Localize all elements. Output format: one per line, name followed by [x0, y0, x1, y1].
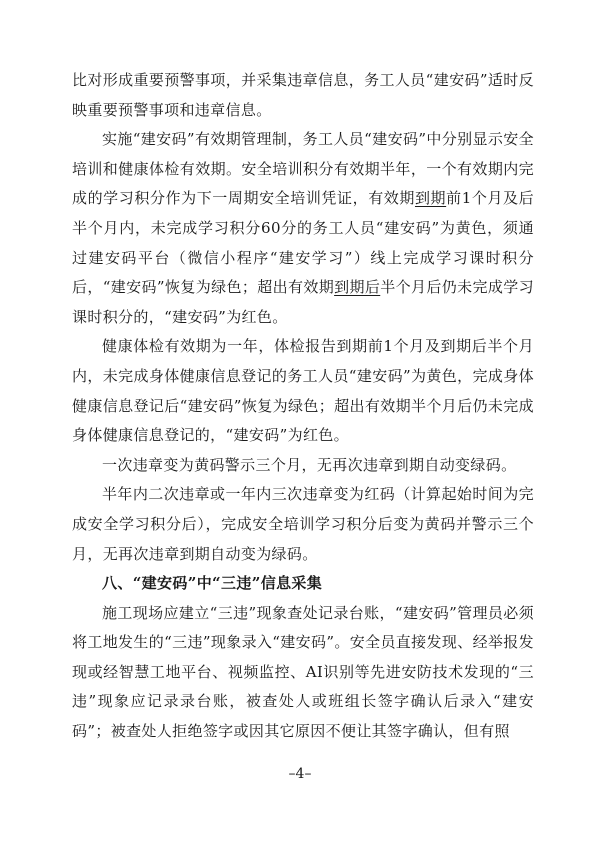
document-body: [72, 66, 534, 747]
paragraph-repeat-violation: [72, 480, 534, 569]
underlined-text: 到期后: [334, 278, 381, 297]
heading-text: 八、“建安码”中“三违”信息采集: [102, 574, 323, 593]
paragraph-three-violations: [72, 599, 534, 747]
underlined-text: 到期: [414, 189, 447, 208]
paragraph-continuation: [72, 66, 534, 125]
paragraph-text: 实施“建安码”有效期管理制，务工人员“建安码”中分别显示安全培训和健康体检有效期。安全培训积分有效期半年，一个有效期内完成的学习积分作为下一周期安全培训凭证，有效期: [72, 130, 534, 208]
section-heading: [72, 569, 534, 599]
paragraph-single-violation: [72, 451, 534, 481]
page-number: –4–: [288, 766, 312, 782]
paragraph-text: 比对形成重要预警事项，并采集违章信息，务工人员“建安码”适时反映重要预警事项和违章信息。: [72, 71, 534, 119]
paragraph-validity-management: [72, 125, 534, 332]
paragraph-text: 施工现场应建立“三违”现象查处记录台账，“建安码”管理员必须将工地发生的“三违”现象录入“建安码”。安全员直接发现、经举报发现或经智慧工地平台、视频监控、AI识别等先进安防技术发现的“三违”现象应记录录台账，被查处人或班组长签字确认后录入“建安码”；被查处人拒绝签字或因其它原因不便让其签字确认，但有照: [72, 603, 534, 741]
paragraph-text: 健康体检有效期为一年，体检报告到期前1个月及到期后半个月内，未完成身体健康信息登记的务工人员“建安码”为黄色，完成身体健康信息登记后“建安码”恢复为绿色；超出有效期半个月后仍未完成身体健康信息登记的，“建安码”为红色。: [72, 337, 534, 445]
paragraph-health-check: [72, 332, 534, 450]
paragraph-text: 一次违章变为黄码警示三个月，无再次违章到期自动变绿码。: [102, 455, 517, 474]
paragraph-text: 半年内二次违章或一年内三次违章变为红码（计算起始时间为完成安全学习积分后），完成安全培训学习积分后变为黄码并警示三个月，无再次违章到期自动变为绿码。: [72, 485, 534, 563]
paragraph-text: 前1个月及后半个月内，未完成学习积分60分的务工人员“建安码”为黄色，须通过建安码平台（微信小程序“建安学习”）线上完成学习课时积分后，“建安码”恢复为绿色；超出有效期: [72, 189, 534, 297]
paragraph-text: 半个月后仍未完成学习课时积分的，“建安码”为红色。: [72, 278, 534, 326]
